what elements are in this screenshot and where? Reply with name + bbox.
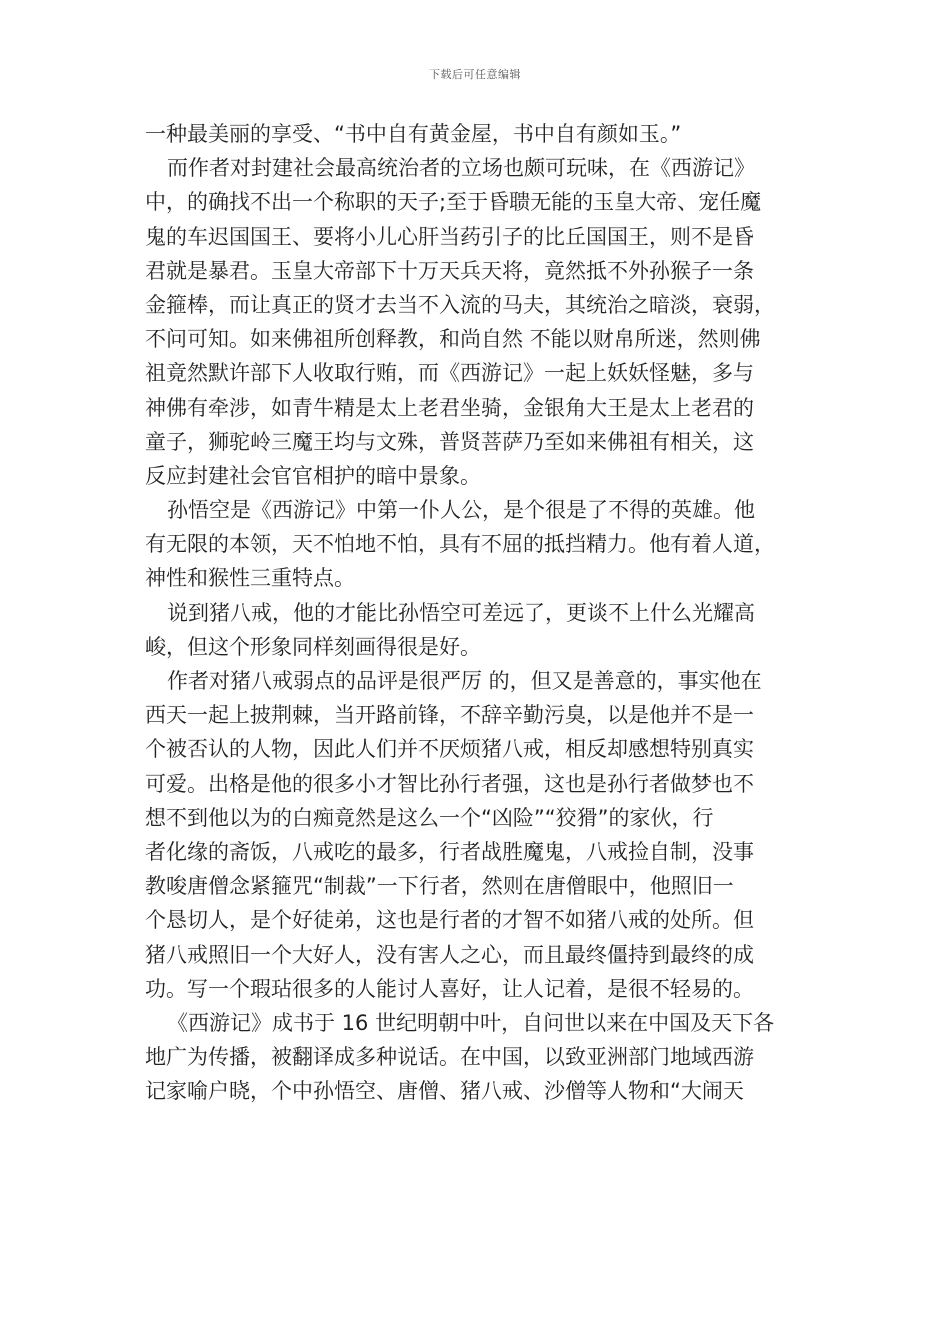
text-line: 记家喻户晓，个中孙悟空、唐僧、猪八戒、沙僧等人物和“大闹天 [145, 1079, 744, 1104]
text-line: 中，的确找不出一个称职的天子;至于昏聩无能的玉皇大帝、宠任魔 [145, 190, 762, 215]
text-line: 可爱。出格是他的很多小才智比孙行者强，这也是孙行者做梦也不 [145, 771, 754, 796]
text-line: 有无限的本领，天不怕地不怕，具有不屈的抵挡精力。他有着人道， [145, 532, 775, 557]
text-line: 君就是暴君。玉皇大帝部下十万天兵天将，竟然抵不外孙猴子一条 [145, 258, 754, 283]
text-line: 不问可知。如来佛祖所创释教，和尚自然 不能以财帛所迷，然则佛 [145, 327, 761, 352]
text-line: 峻，但这个形象同样刻画得很是好。 [145, 634, 481, 659]
text-line: 猪八戒照旧一个大好人，没有害人之心，而且最终僵持到最终的成 [145, 942, 754, 967]
text-line: 童子，狮驼岭三魔王均与文殊，普贤菩萨乃至如来佛祖有相关，这 [145, 429, 754, 454]
text-line: 功。写一个瑕玷很多的人能讨人喜好，让人记着，是很不轻易的。 [145, 976, 754, 1001]
text-line: 金箍棒，而让真正的贤才去当不入流的马夫，其统治之暗淡，衰弱， [145, 292, 775, 317]
body-text [145, 117, 815, 1108]
text-line: 教唆唐僧念紧箍咒“制裁”一下行者，然则在唐僧眼中，他照旧一 [145, 874, 734, 899]
text-line: 一种最美丽的享受、“书中自有黄金屋，书中自有颜如玉。” [145, 122, 682, 146]
text-line: 孙悟空是《西游记》中第一仆人公，是个很是了不得的英雄。他 [167, 498, 755, 523]
text-line: 而作者对封建社会最高统治者的立场也颇可玩味，在《西游记》 [167, 156, 755, 181]
text-line: 说到猪八戒，他的才能比孙悟空可差远了，更谈不上什么光耀高 [167, 600, 755, 625]
text-line: 鬼的车迟国国王、要将小儿心肝当药引子的比丘国国王，则不是昏 [145, 224, 754, 249]
text-line: 西天一起上披荆棘，当开路前锋，不辞辛勤污臭，以是他并不是一 [145, 703, 754, 728]
text-line: 个被否认的人物，因此人们并不厌烦猪八戒，相反却感想特别真实 [145, 737, 754, 762]
text-line: 想不到他以为的白痴竟然是这么一个“凶险”“狡猾”的家伙，行 [145, 805, 714, 830]
page-header: 下载后可任意编辑 [429, 68, 521, 81]
text-line: 者化缘的斋饭，八戒吃的最多，行者战胜魔鬼，八戒捡自制，没事 [145, 839, 754, 864]
text-line: 神佛有牵涉，如青牛精是太上老君坐骑，金银角大王是太上老君的 [145, 395, 754, 420]
text-line: 地广为传播，被翻译成多种说话。在中国，以致亚洲部门地域西游 [145, 1045, 754, 1070]
text-line: 作者对猪八戒弱点的品评是很严厉 的，但又是善意的，事实他在 [167, 669, 762, 693]
text-line: 神性和猴性三重特点。 [145, 566, 355, 591]
text-line: 个恳切人，是个好徒弟，这也是行者的才智不如猪八戒的处所。但 [145, 908, 754, 933]
text-line: 《西游记》成书于 16 世纪明朝中叶，自问世以来在中国及天下各 [167, 1010, 775, 1035]
text-line: 祖竟然默许部下人收取行贿，而《西游记》一起上妖妖怪魅，多与 [145, 361, 754, 386]
text-line: 反应封建社会官官相护的暗中景象。 [145, 463, 481, 488]
